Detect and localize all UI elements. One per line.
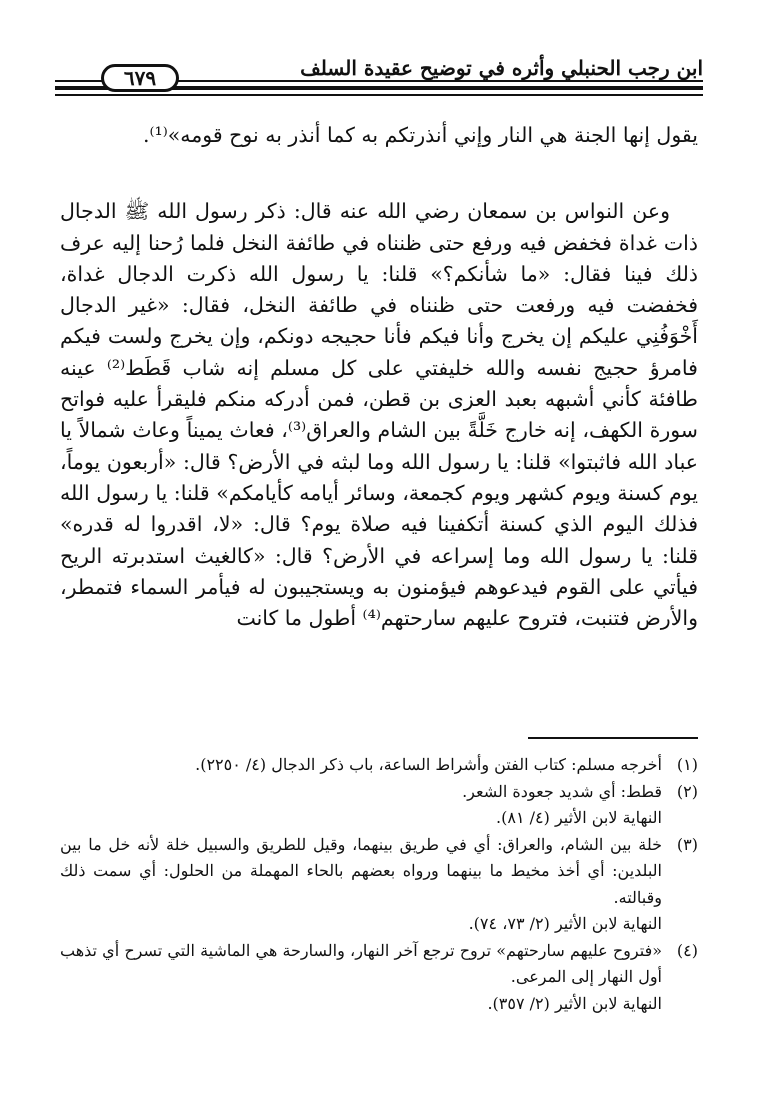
footnote — [60, 832, 698, 938]
footnotes — [60, 752, 698, 1017]
footnote-number: (٤) — [676, 940, 698, 960]
paragraph: يقول إنها الجنة هي النار وإني أنذرتكم به كما أنذر به نوح قومه»⁽¹⁾. — [142, 123, 698, 147]
footnote — [60, 779, 698, 832]
footnote-number: (٢) — [676, 781, 698, 801]
footnote-line: أخرجه مسلم: كتاب الفتن وأشراط الساعة، باب ذكر الدجال (٤/ ٢٢٥٠). — [195, 755, 662, 774]
page-header — [55, 56, 703, 96]
main-text — [60, 120, 698, 634]
footnote-line: قطط: أي شديد جعودة الشعر. — [462, 781, 662, 801]
footnote-line: النهاية لابن الأثير (٢/ ٣٥٧). — [487, 993, 662, 1013]
footnote — [60, 752, 698, 779]
paragraph: وعن النواس بن سمعان رضي الله عنه قال: ذكر رسول الله ﷺ الدجال ذات غداة فخفض فيه ورفع حتى ظنناه في طائفة النخل فلما رُحنا إليه عرف ذلك فينا فقال: «ما شأنكم؟» قلنا: يا رسول الله ذكرت الدجال غداة، فخفضت فيه ورفعت حتى ظنناه في طائفة النخل، فقال: «غير الدجال أَخْوَفُنِي عليكم إن يخرج وأنا فيكم فأنا حجيجه دونكم، وإن يخرج ولست فيكم فامرؤ حجيج نفسه والله خليفتي على كل مسلم إنه شاب قَطَط⁽²⁾ عينه طافئة كأني أشبهه بعبد العزى بن قطن، فمن أدركه منكم فليقرأ عليه فواتح سورة الكهف، إنه خارج خَلَّةً بين الشام والعراق⁽³⁾، فعاث يميناً وعاث شمالاً يا عباد الله فاثبتوا» قلنا: يا رسول الله وما لبثه في الأرض؟ قال: «أربعون يوماً، يوم كسنة ويوم كشهر ويوم كجمعة، وسائر أيامه كأيامكم» قلنا: يا رسول الله فذلك اليوم الذي كسنة أتكفينا فيه صلاة يوم؟ قال: «لا، اقدروا له قدره» قلنا: يا رسول الله وما إسراعه في الأرض؟ قال: «كالغيث استدبرته الريح فيأتي على القوم فيدعوهم فيؤمنون به ويستجيبون له فيأمر السماء فتمطر، والأرض فتنبت، فتروح عليهم سارحتهم⁽⁴⁾ أطول ما كانت — [60, 199, 698, 631]
footnote — [60, 938, 698, 1018]
running-title: ابن رجب الحنبلي وأثره في توضيح عقيدة السلف — [300, 56, 703, 80]
footnote-line: «فتروح عليهم سارحتهم» تروح ترجع آخر النهار، والسارحة هي الماشية التي تسرح أي تذهب أول النهار إلى المرعى. — [60, 940, 662, 986]
footnote-line: النهاية لابن الأثير (٤/ ٨١). — [496, 808, 662, 827]
footnote-line: خلة بين الشام، والعراق: أي في طريق بينهما، وقيل للطريق والسبيل خلة لأنه خل ما بين البلدين: أي أخذ مخيط ما بينهما ورواه بعضهم بالحاء المهملة من الحلول: أي سمت ذلك وقبالته. — [60, 834, 662, 907]
footnote-number: (٣) — [676, 834, 698, 854]
footnote-number: (١) — [676, 755, 698, 774]
page-number: ٦٧٩ — [101, 64, 179, 92]
header-rule-bottom — [55, 94, 703, 96]
footnote-separator — [528, 737, 698, 739]
footnote-line: النهاية لابن الأثير (٢/ ٧٣، ٧٤). — [468, 914, 662, 933]
